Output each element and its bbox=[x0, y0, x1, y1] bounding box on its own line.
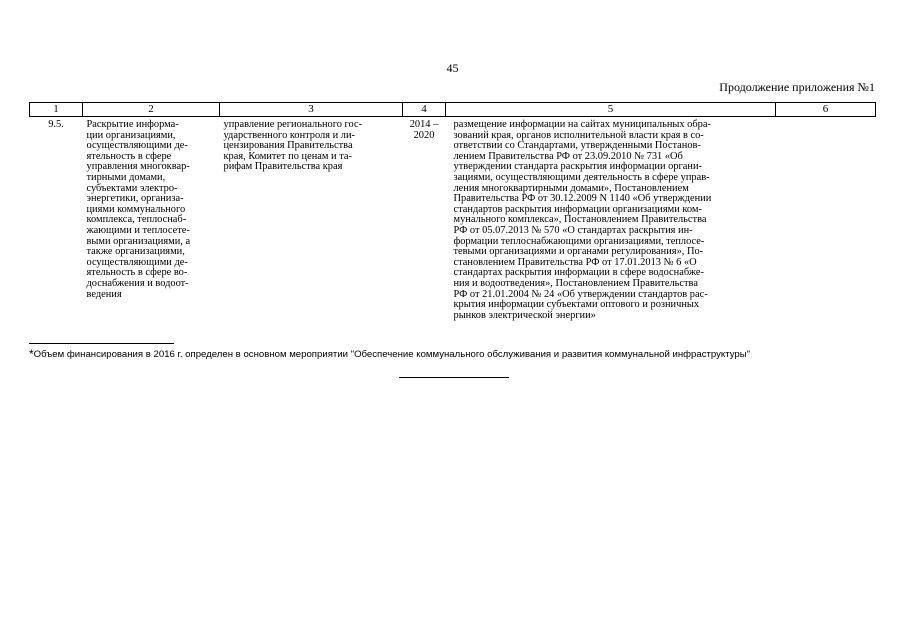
note bbox=[776, 117, 876, 322]
column-header: 4 bbox=[403, 103, 446, 117]
basis-description: размещение информации на сайтах муниципальных обра- зований края, органов исполнительной власти края в со- ответствии со Стандартами, утвержденными Постанов- лением Правительства РФ от 23.09.2010 № 731 «Об утверждении стандарта раскрытия информации органи- зациями, осуществляющими деятельность в сфере управ- ления многоквартирными домами», Постановлением Правительства РФ от 30.12.2009 N 1140 «Об утверждении стандартов раскрытия информации организациями ком- мунального комплекса», Постановлением Правительства РФ от 05.07.2013 № 570 «О стандартах раскрытия ин- формации теплоснабжающими организациями, теплосе- тевыми организациями и органами регулирования», По- становлением Правительства РФ от 17.01.2013 № 6 «О стандартах раскрытия информации в сфере водоснабже- ния и водоотведения», Постановлением Правительства РФ от 21.01.2004 № 24 «Об утверждении стандартов рас- крытия информации субъектами оптового и розничных рынков электрической энергии» bbox=[453, 119, 712, 321]
page-number: 45 bbox=[446, 61, 459, 75]
measure-name: Раскрытие информа- ции организациями, осуществляющими де- ятельность в сфере управления многоквар- тирными домами, субъектами электро- энергетики, организа- циями коммунального комплекса, теплоснаб- жающими и теплосете- выми организациями, а также организациями, осуществляющими де- ятельность в сфере во- доснабжения и водоот- ведения bbox=[86, 119, 191, 300]
column-header: 1 bbox=[30, 103, 83, 117]
period: 2014 – 2020 bbox=[409, 119, 439, 141]
end-divider bbox=[399, 377, 509, 378]
footnote-mark: * bbox=[29, 347, 34, 361]
continuation-label: Продолжение приложения №1 bbox=[719, 80, 875, 94]
column-header: 3 bbox=[220, 103, 403, 117]
table-header-row bbox=[30, 103, 876, 117]
row-number: 9.5. bbox=[48, 119, 64, 130]
footnote-divider bbox=[29, 343, 174, 344]
footnote bbox=[29, 349, 879, 361]
table-row bbox=[30, 117, 876, 322]
column-header: 6 bbox=[776, 103, 876, 117]
executor: управление регионального гос- ударственного контроля и ли- цензирования Правительства края, Комитет по ценам и та- рифам Правительства края bbox=[223, 119, 363, 173]
column-header: 2 bbox=[83, 103, 220, 117]
footnote-text: Объем финансирования в 2016 г. определен в основном мероприятии "Обеспечение коммунального обслуживания и развития коммунальной инфраструктуры" bbox=[33, 349, 751, 360]
program-table bbox=[29, 102, 876, 321]
column-header: 5 bbox=[446, 103, 776, 117]
